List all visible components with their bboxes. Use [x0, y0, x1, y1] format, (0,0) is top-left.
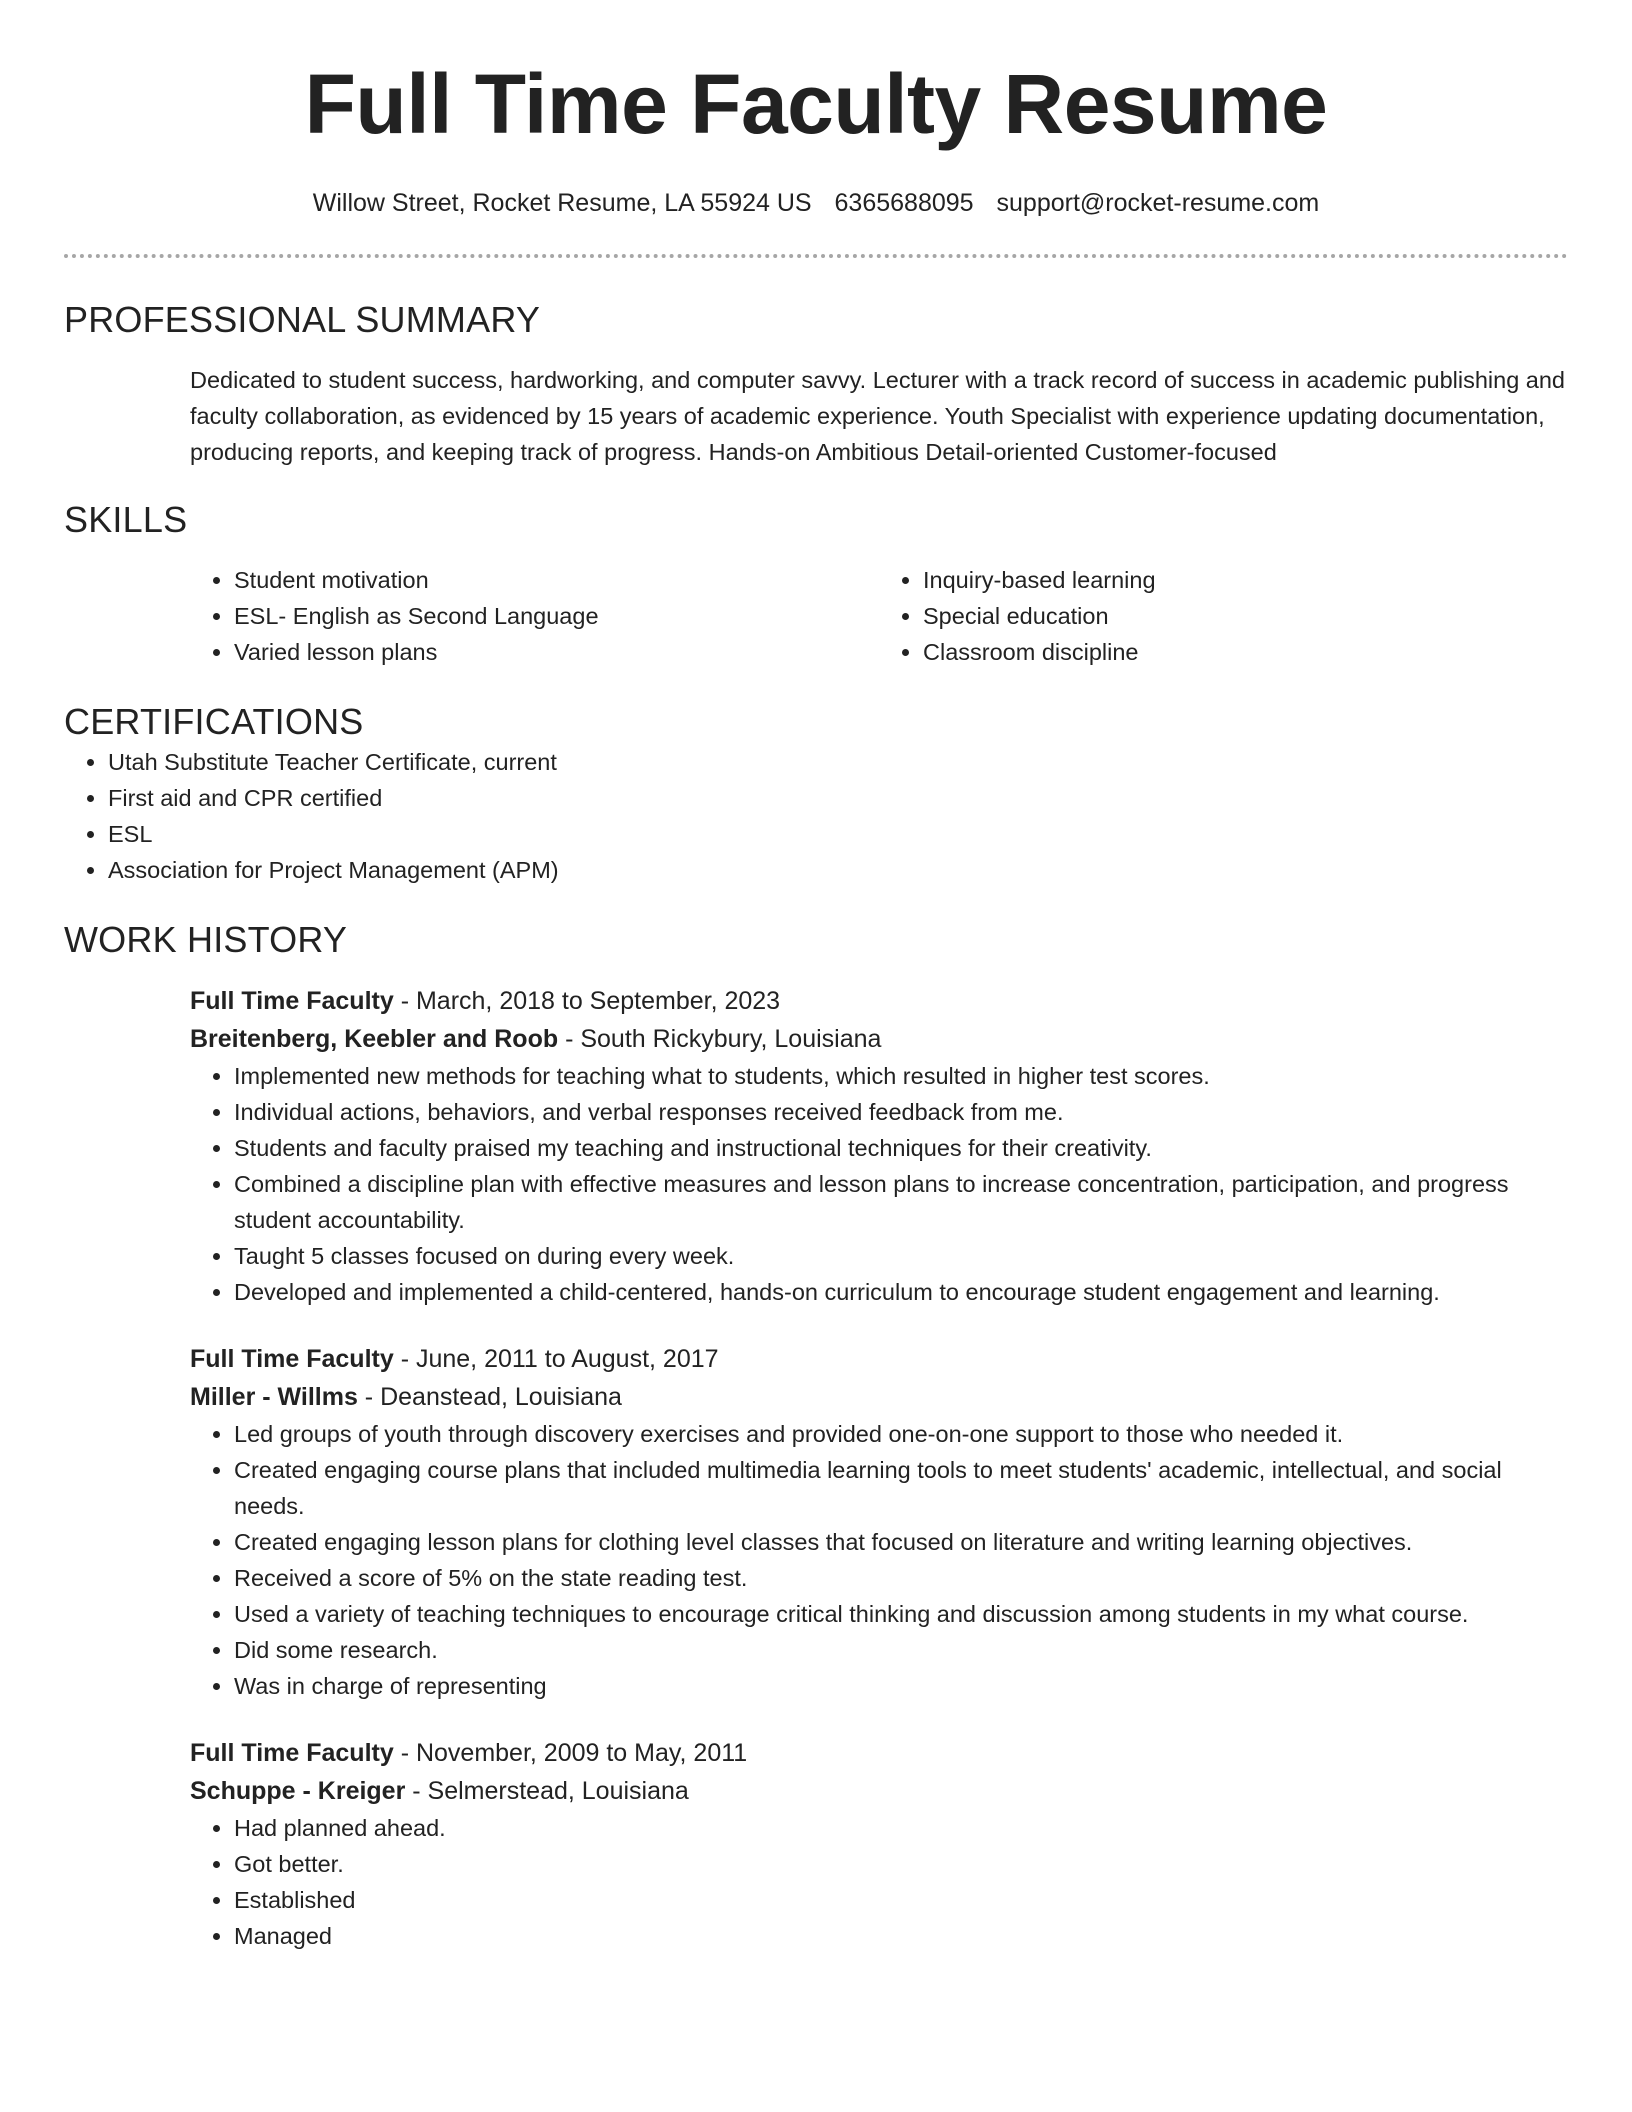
job-title-line — [190, 1340, 1568, 1378]
job-bullet: • Established — [234, 1882, 1568, 1918]
contact-address: Willow Street, Rocket Resume, LA 55924 US — [312, 189, 812, 217]
job-bullet: • Had planned ahead. — [234, 1810, 1568, 1846]
skills-section — [64, 498, 1568, 670]
job-bullet: • Implemented new methods for teaching what to students, which resulted in higher test scores. — [234, 1058, 1568, 1094]
job-company-line — [190, 1772, 1568, 1810]
job-bullet: • Individual actions, behaviors, and verbal responses received feedback from me. — [234, 1094, 1568, 1130]
job-company-line — [190, 1378, 1568, 1416]
work-history-heading: WORK HISTORY — [64, 919, 348, 960]
contact-email: support@rocket-resume.com — [996, 189, 1320, 217]
job-bullet: • Led groups of youth through discovery exercises and provided one-on-one support to those who needed it. — [234, 1416, 1568, 1452]
skills-grid — [190, 562, 1568, 670]
job-bullet: • Did some research. — [234, 1632, 1568, 1668]
certifications-list — [64, 744, 1568, 888]
job-title-line — [190, 1734, 1568, 1772]
skill-item: • ESL- English as Second Language — [234, 598, 879, 634]
skills-column-right — [879, 562, 1568, 670]
summary-heading: PROFESSIONAL SUMMARY — [64, 299, 541, 340]
job-entry — [190, 1734, 1568, 1954]
job-dates: - March, 2018 to September, 2023 — [393, 987, 781, 1015]
job-title-line — [190, 982, 1568, 1020]
work-history-section — [64, 918, 1568, 1954]
skill-item: • Classroom discipline — [923, 634, 1568, 670]
job-dates: - June, 2011 to August, 2017 — [393, 1345, 719, 1373]
summary-text: Dedicated to student success, hardworking, and computer savvy. Lecturer with a track record of success in academic publishing and faculty collaboration, as evidenced by 15 years of academic experience. Youth Specialist with experience updating documentation, producing reports, and keeping track of progress. Hands-on Ambitious Detail-oriented Customer-focused — [190, 367, 1566, 465]
job-bullet: • Developed and implemented a child-centered, hands-on curriculum to encourage student engagement and learning. — [234, 1274, 1568, 1310]
job-bullet: • Managed — [234, 1918, 1568, 1954]
contact-phone: 6365688095 — [834, 189, 974, 217]
contact-line — [64, 186, 1568, 220]
certification-item: • First aid and CPR certified — [108, 780, 1568, 816]
skills-column-left — [190, 562, 879, 670]
job-bullet: • Combined a discipline plan with effective measures and lesson plans to increase concentration, participation, and progress student accountability. — [234, 1166, 1568, 1238]
header-divider — [64, 254, 1568, 258]
job-entry — [190, 1340, 1568, 1704]
job-location: - Deanstead, Louisiana — [357, 1383, 622, 1411]
job-title: Full Time Faculty — [190, 1739, 394, 1767]
job-bullet: • Created engaging course plans that included multimedia learning tools to meet students' academic, intellectual, and social needs. — [234, 1452, 1568, 1524]
certification-item: • Association for Project Management (APM) — [108, 852, 1568, 888]
job-location: - South Rickybury, Louisiana — [558, 1025, 882, 1053]
job-title: Full Time Faculty — [190, 987, 394, 1015]
job-company: Breitenberg, Keebler and Roob — [190, 1025, 559, 1053]
job-bullet-list — [190, 1810, 1568, 1954]
job-bullet: • Got better. — [234, 1846, 1568, 1882]
skill-item: • Student motivation — [234, 562, 879, 598]
job-bullet: • Used a variety of teaching techniques to encourage critical thinking and discussion among students in my what course. — [234, 1596, 1568, 1632]
job-dates: - November, 2009 to May, 2011 — [393, 1739, 748, 1767]
job-company: Miller - Willms — [190, 1383, 358, 1411]
skill-item: • Special education — [923, 598, 1568, 634]
job-company: Schuppe - Kreiger — [190, 1777, 406, 1805]
certifications-section — [64, 700, 1568, 888]
skills-heading: SKILLS — [64, 499, 188, 540]
job-entry — [190, 982, 1568, 1310]
certifications-heading: CERTIFICATIONS — [64, 701, 364, 742]
resume-title: Full Time Faculty Resume — [304, 57, 1328, 151]
job-bullet: • Was in charge of representing — [234, 1668, 1568, 1704]
job-bullet: • Created engaging lesson plans for clothing level classes that focused on literature and writing learning objectives. — [234, 1524, 1568, 1560]
job-bullet: • Taught 5 classes focused on during every week. — [234, 1238, 1568, 1274]
summary-section — [64, 298, 1568, 470]
skill-item: • Inquiry-based learning — [923, 562, 1568, 598]
job-bullet-list — [190, 1058, 1568, 1310]
job-location: - Selmerstead, Louisiana — [405, 1777, 689, 1805]
job-company-line — [190, 1020, 1568, 1058]
skill-item: • Varied lesson plans — [234, 634, 879, 670]
job-bullet-list — [190, 1416, 1568, 1704]
job-bullet: • Received a score of 5% on the state reading test. — [234, 1560, 1568, 1596]
job-bullet: • Students and faculty praised my teaching and instructional techniques for their creativity. — [234, 1130, 1568, 1166]
certification-item: • ESL — [108, 816, 1568, 852]
job-title: Full Time Faculty — [190, 1345, 394, 1373]
certification-item: • Utah Substitute Teacher Certificate, current — [108, 744, 1568, 780]
